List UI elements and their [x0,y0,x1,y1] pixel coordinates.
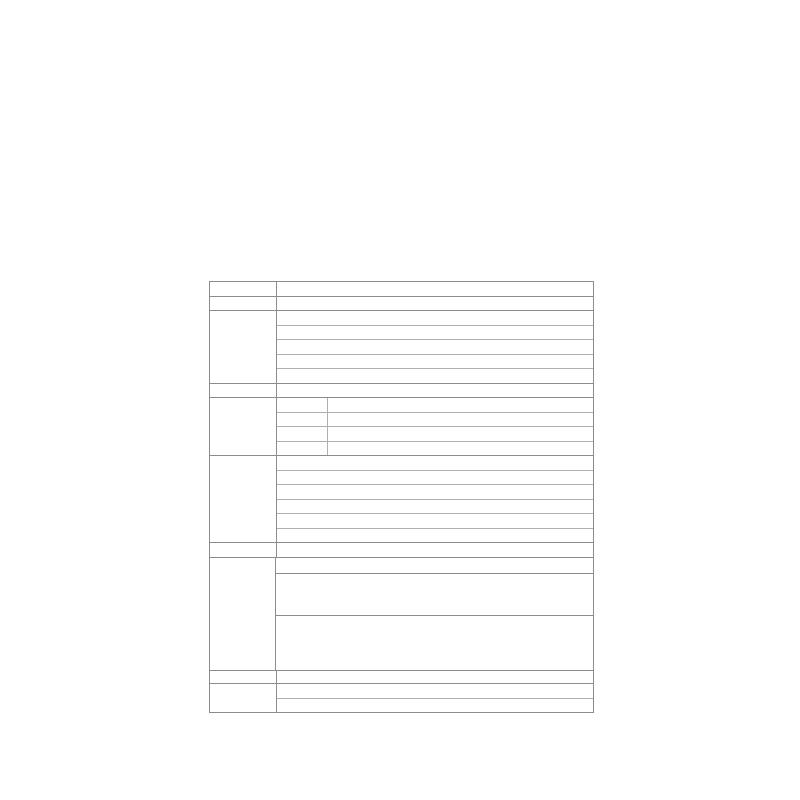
spec-row-interface [210,397,593,455]
dvr-row [277,499,593,514]
spec-row-lcd [210,310,593,383]
frequency-table-title [277,671,593,684]
interface-row [277,426,593,441]
power-label [210,558,276,670]
interface-key [277,442,328,456]
spec-row-name [210,296,593,311]
interface-key [277,413,328,427]
frequency-table [277,671,593,684]
dvr-on-runtime [280,588,593,601]
interface-row [277,441,593,456]
spec-row-wireless [210,670,593,684]
video-delay-value [277,384,593,398]
languages-label [210,543,277,557]
interface-value [328,398,332,412]
name-value [277,297,593,311]
power-consumption-line [280,643,593,656]
power-details [276,558,593,670]
spec-row-model [210,282,593,296]
power-adapter [280,559,593,572]
dvr-off-runtime [280,601,593,614]
body-label [210,684,277,712]
video-delay-label [210,384,277,398]
interface-value [328,442,332,456]
lcd-row [277,325,593,340]
interface-key [277,427,328,441]
interface-details [277,398,593,455]
name-label [210,297,277,311]
lcd-row [277,368,593,383]
dvr-details [277,456,593,542]
dvr-label [210,456,277,542]
interface-key [277,398,328,412]
interface-label [210,398,277,455]
model-label [210,282,277,296]
body-weight [277,698,593,713]
spec-row-body [210,683,593,712]
power-battery [280,575,593,588]
lcd-row [277,339,593,354]
languages-value [277,543,593,557]
dvr-row [277,470,593,485]
lcd-details [277,311,593,383]
specification-table [209,281,594,713]
spec-row-languages [210,542,593,557]
power-consumption-line [280,656,593,669]
lcd-row [277,354,593,369]
dvr-row [277,513,593,528]
dvr-row [277,528,593,543]
lcd-row [277,311,593,325]
interface-row [277,398,593,412]
spec-row-power [210,557,593,670]
dvr-row [277,484,593,499]
body-dimension [277,684,593,698]
interface-value [328,427,332,441]
interface-row [277,412,593,427]
wireless-label [210,671,277,684]
interface-value [328,413,332,427]
lcd-label [210,311,277,383]
spec-row-dvr [210,455,593,542]
power-consumption-title [280,617,593,630]
power-consumption-line [280,630,593,643]
spec-row-video-delay [210,383,593,398]
dvr-row [277,456,593,470]
